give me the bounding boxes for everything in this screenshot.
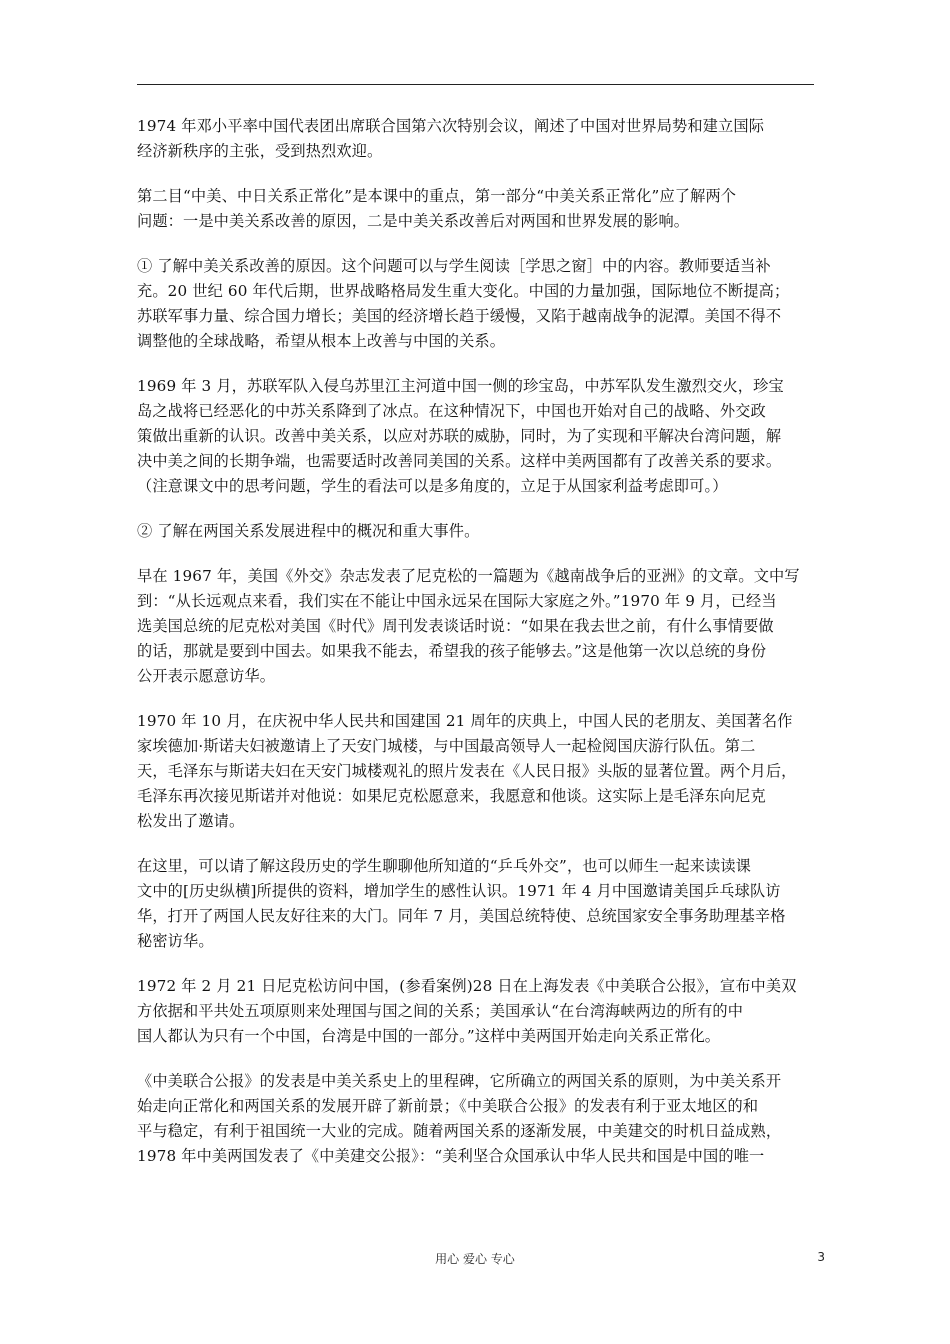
text-line: 1972 年 2 月 21 日尼克松访问中国，(参看案例)28 日在上海发表《中美联合公报》，宣布中美双 [137,977,797,995]
paragraph-3 [137,254,817,354]
text-line: 毛泽东再次接见斯诺并对他说：如果尼克松愿意来，我愿意和他谈。这实际上是毛泽东向尼克 [137,787,766,805]
document-body [137,114,817,1189]
text-line: 《中美联合公报》的发表是中美关系史上的里程碑，它所确立的两国关系的原则，为中美关系开 [137,1072,782,1090]
paragraph-7 [137,709,817,834]
text-line: 秘密访华。 [137,932,214,950]
paragraph-8 [137,854,817,954]
text-line: 决中美之间的长期争端，也需要适时改善同美国的关系。这样中美两国都有了改善关系的要求。 [137,452,782,470]
paragraph-9 [137,974,817,1049]
text-line: 国人都认为只有一个中国，台湾是中国的一部分。”这样中美两国开始走向关系正常化。 [137,1027,721,1045]
text-line: 在这里，可以请了解这段历史的学生聊聊他所知道的“乒乓外交”，也可以师生一起来读读课 [137,857,751,875]
paragraph-6 [137,564,817,689]
text-line: 华，打开了两国人民友好往来的大门。同年 7 月，美国总统特使、总统国家安全事务助理基辛格 [137,907,786,925]
footer-text: 用心 爱心 专心 [435,1252,515,1266]
text-line: 1970 年 10 月，在庆祝中华人民共和国建国 21 周年的庆典上，中国人民的老朋友、美国著名作 [137,712,793,730]
text-line: 天，毛泽东与斯诺夫妇在天安门城楼观礼的照片发表在《人民日报》头版的显著位置。两个月后， [137,762,797,780]
text-line: 家埃德加·斯诺夫妇被邀请上了天安门城楼，与中国最高领导人一起检阅国庆游行队伍。第二 [137,737,756,755]
text-line: 的话，那就是要到中国去。如果我不能去，希望我的孩子能够去。”这是他第一次以总统的身份 [137,642,767,660]
page-number: 3 [817,1250,825,1264]
paragraph-2 [137,184,817,234]
text-line: 第二目“中美、中日关系正常化”是本课中的重点，第一部分“中美关系正常化”应了解两个 [137,187,737,205]
text-line: 经济新秩序的主张，受到热烈欢迎。 [137,142,383,160]
text-line: （注意课文中的思考问题，学生的看法可以是多角度的，立足于从国家利益考虑即可。） [137,477,728,495]
text-line: ① 了解中美关系改善的原因。这个问题可以与学生阅读［学思之窗］中的内容。教师要适当补 [137,257,771,275]
text-line: 文中的[历史纵横]所提供的资料，增加学生的感性认识。1971 年 4 月中国邀请美国乒乓球队访 [137,882,781,900]
text-line: 方依据和平共处五项原则来处理国与国之间的关系；美国承认“在台湾海峡两边的所有的中 [137,1002,744,1020]
text-line: 到：“从长远观点来看，我们实在不能让中国永远呆在国际大家庭之外。”1970 年 9 月，已经当 [137,592,777,610]
paragraph-1 [137,114,817,164]
text-line: 调整他的全球战略，希望从根本上改善与中国的关系。 [137,332,506,350]
text-line: 策做出重新的认识。改善中美关系，以应对苏联的威胁，同时，为了实现和平解决台湾问题，解 [137,427,782,445]
header-rule [137,84,814,85]
text-line: 1978 年中美两国发表了《中美建交公报》：“美利坚合众国承认中华人民共和国是中国的唯一 [137,1147,765,1165]
text-line: 始走向正常化和两国关系的发展开辟了新前景；《中美联合公报》的发表有利于亚太地区的和 [137,1097,759,1115]
text-line: 平与稳定，有利于祖国统一大业的完成。随着两国关系的逐渐发展，中美建交的时机日益成熟， [137,1122,782,1140]
paragraph-5 [137,519,817,544]
paragraph-4 [137,374,817,499]
text-line: 充。20 世纪 60 年代后期，世界战略格局发生重大变化。中国的力量加强，国际地位不断提高； [137,282,790,300]
text-line: ② 了解在两国关系发展进程中的概况和重大事件。 [137,522,480,540]
paragraph-10 [137,1069,817,1169]
text-line: 1974 年邓小平率中国代表团出席联合国第六次特别会议，阐述了中国对世界局势和建立国际 [137,117,765,135]
text-line: 松发出了邀请。 [137,812,245,830]
text-line: 选美国总统的尼克松对美国《时代》周刊发表谈话时说：“如果在我去世之前，有什么事情要做 [137,617,774,635]
text-line: 公开表示愿意访华。 [137,667,276,685]
text-line: 问题：一是中美关系改善的原因，二是中美关系改善后对两国和世界发展的影响。 [137,212,690,230]
text-line: 早在 1967 年，美国《外交》杂志发表了尼克松的一篇题为《越南战争后的亚洲》的文章。文中写 [137,567,800,585]
text-line: 岛之战将已经恶化的中苏关系降到了冰点。在这种情况下，中国也开始对自己的战略、外交政 [137,402,766,420]
text-line: 苏联军事力量、综合国力增长；美国的经济增长趋于缓慢，又陷于越南战争的泥潭。美国不得不 [137,307,782,325]
text-line: 1969 年 3 月，苏联军队入侵乌苏里江主河道中国一侧的珍宝岛，中苏军队发生激烈交火，珍宝 [137,377,784,395]
